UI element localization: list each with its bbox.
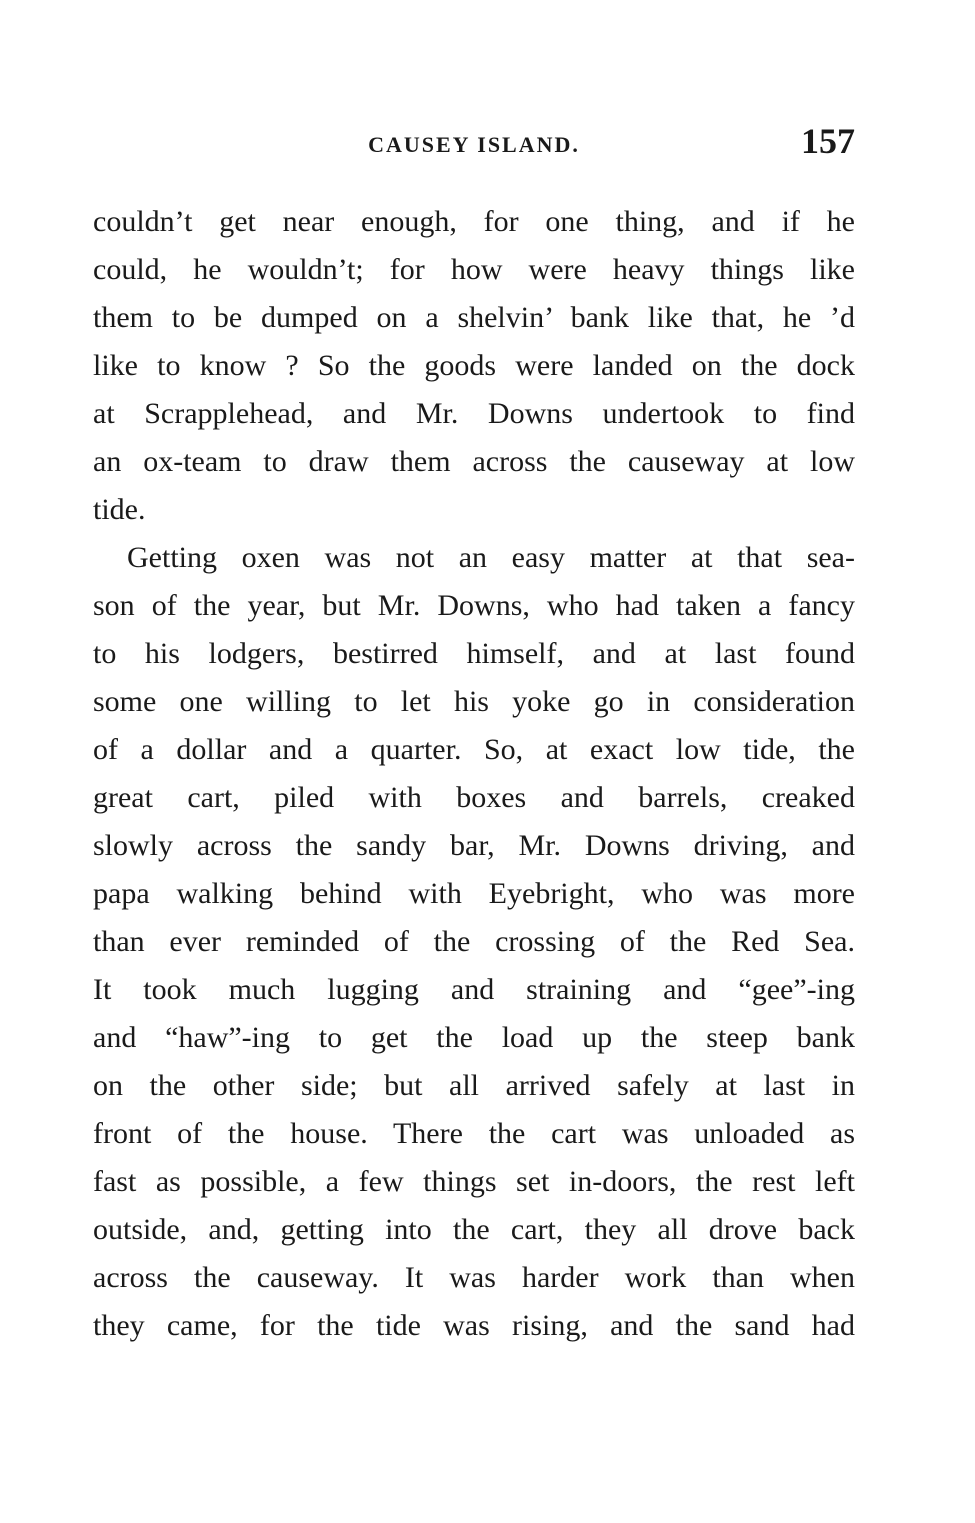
text-line: Getting oxen was not an easy matter at that sea- bbox=[127, 541, 855, 574]
chapter-title: CAUSEY ISLAND. bbox=[368, 132, 580, 157]
text-line: than ever reminded of the crossing of the Red Sea. bbox=[93, 925, 855, 958]
text-line: son of the year, but Mr. Downs, who had taken a fancy bbox=[93, 589, 855, 622]
text-line: at Scrapplehead, and Mr. Downs undertook to find bbox=[93, 397, 855, 430]
text-line: and “haw”-ing to get the load up the steep bank bbox=[93, 1021, 855, 1054]
text-line: couldn’t get near enough, for one thing, and if he bbox=[93, 205, 855, 238]
text-line: they came, for the tide was rising, and the sand had bbox=[93, 1309, 855, 1342]
text-line: great cart, piled with boxes and barrels, creaked bbox=[93, 781, 855, 814]
text-line: to his lodgers, bestirred himself, and at last found bbox=[93, 637, 855, 670]
text-line: on the other side; but all arrived safely at last in bbox=[93, 1069, 855, 1102]
text-line: front of the house. There the cart was unloaded as bbox=[93, 1117, 855, 1150]
text-line: fast as possible, a few things set in-doors, the rest left bbox=[93, 1165, 855, 1198]
text-line: across the causeway. It was harder work than when bbox=[93, 1261, 855, 1294]
page-number: 157 bbox=[801, 121, 855, 161]
text-line: tide. bbox=[93, 493, 146, 526]
text-line: It took much lugging and straining and “gee”-ing bbox=[93, 973, 855, 1006]
text-line: an ox-team to draw them across the causeway at low bbox=[93, 445, 855, 478]
text-line: them to be dumped on a shelvin’ bank like that, he ’d bbox=[93, 301, 855, 334]
text-line: could, he wouldn’t; for how were heavy things like bbox=[93, 253, 855, 286]
text-line: like to know ? So the goods were landed on the dock bbox=[93, 349, 855, 382]
text-line: of a dollar and a quarter. So, at exact low tide, the bbox=[93, 733, 855, 766]
text-line: some one willing to let his yoke go in consideration bbox=[93, 685, 855, 718]
text-line: slowly across the sandy bar, Mr. Downs driving, and bbox=[93, 829, 855, 862]
text-line: papa walking behind with Eyebright, who was more bbox=[93, 877, 855, 910]
text-line: outside, and, getting into the cart, they all drove back bbox=[93, 1213, 855, 1246]
running-head bbox=[93, 120, 855, 170]
